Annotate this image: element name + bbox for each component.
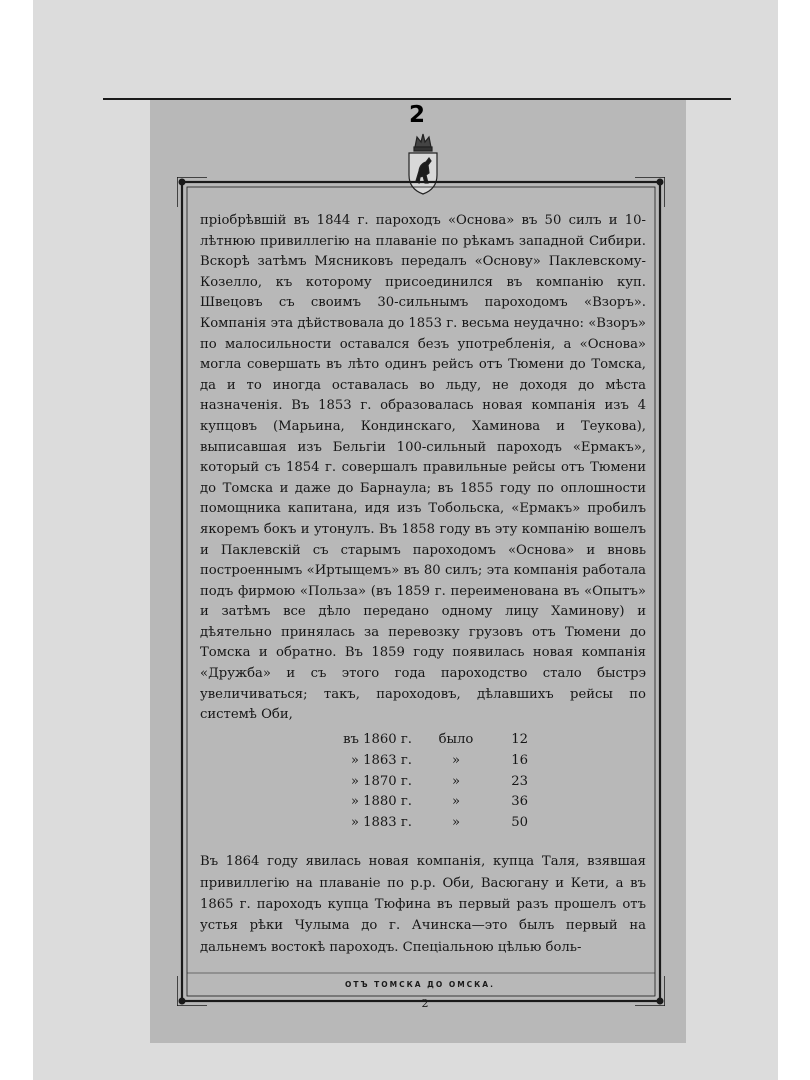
body-text [200,211,646,726]
page-number: 2 [408,102,425,128]
table-row [324,751,544,772]
count-cell: 12 [511,732,528,747]
left-margin [0,0,33,1080]
verb-cell: было [438,732,474,747]
verb-cell: » [451,794,461,810]
table-row [324,792,544,813]
table-row [324,813,544,834]
body-text-continued [200,838,646,971]
year-cell: въ 1860 г. [343,732,412,747]
running-footer-title: ОТЪ ТОМСКА ДО ОМСКА. [345,980,495,989]
table-row [324,730,544,751]
year-cell: » 1883 г. [350,815,412,831]
verb-cell: » [451,815,461,831]
verb-cell: » [451,752,461,768]
count-cell: 36 [511,794,528,810]
top-rule [103,98,731,100]
count-cell: 50 [511,815,528,831]
year-cell: » 1863 г. [350,752,412,768]
verb-cell: » [451,773,461,789]
count-cell: 16 [511,752,528,768]
footer-page-number: 2 [421,997,429,1010]
count-cell: 23 [511,773,528,789]
year-cell: » 1870 г. [350,773,412,789]
paragraph-2: Въ 1864 году явилась новая компанія, купца Таля, взявшая привиллегію на плаваніе по р.р. Оби, Васюгану и Кети, а въ 1865 г. пароходъ купца Тюфина въ первый разъ прошелъ отъ устья рѣки Чулыма до г. Ачинска—это былъ первый на дальнемъ востокѣ пароходъ. Спеціальною цѣлью боль- [200,854,646,955]
paragraph-1: пріобрѣвшій въ 1844 г. пароходъ «Основа» въ 50 силъ и 10-лѣтнюю привиллегію на плаваніе по рѣкамъ западной Сибири. Вскорѣ затѣмъ Мясниковъ передалъ «Основу» Паклевскому-Козелло, къ которому присоединился въ компанію куп. Швецовъ съ своимъ 30-сильнымъ пароходомъ «Взоръ». Компанія эта дѣйствовала до 1853 г. весьма неудачно: «Взоръ» по малосильности оставался безъ употребленія, а «Основа» могла совершать въ лѣто одинъ рейсъ отъ Тюмени до Томска, да и то иногда оставалась во льду, не доходя до мѣста назначенія. Въ 1853 г. образовалась новая компанія изъ 4 купцовъ (Марьина, Кондинскаго, Хаминова и Теукова), выписавшая изъ Бельгіи 100-сильный пароходъ «Ермакъ», который съ 1854 г. совершалъ правильные рейсы отъ Тюмени до Томска и даже до Барнаула; въ 1855 году по оплошности помощника капитана, идя изъ Тобольска, «Ермакъ» пробилъ якоремъ бокъ и утонулъ. Въ 1858 году въ эту компанію вошелъ и Паклевскій съ старымъ пароходомъ «Основа» и вновь построеннымъ «Иртыщемъ» въ 80 силъ; эта компанія работала подъ фирмою «Польза» (въ 1859 г. переименована въ «Опытъ» и затѣмъ все дѣло передано одному лицу Хаминову) и дѣятельно принялась за перевозку грузовъ отъ Тюмени до Томска и обратно. Въ 1859 году появилась новая компанія «Дружба» и съ этого года пароходство стало быстрэ увеличиваться; такъ, пароходовъ, дѣлавшихъ рейсы по системѣ Оби, [200,213,646,723]
year-cell: » 1880 г. [350,794,412,810]
table-row [324,772,544,793]
steamer-count-table [324,730,544,834]
right-margin [778,0,810,1080]
